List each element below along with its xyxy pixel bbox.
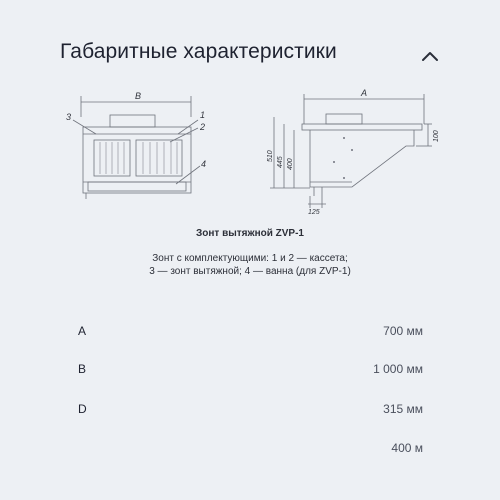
callout-3: 3: [66, 112, 72, 122]
dim-445-label: 445: [277, 156, 284, 168]
spec-key: A: [78, 324, 87, 338]
side-view: [270, 94, 432, 208]
dim-125-label: 125: [308, 209, 320, 216]
section-title: Габаритные характеристики: [60, 40, 337, 63]
spec-key: D: [78, 402, 87, 416]
callout-4: 4: [201, 159, 207, 169]
callout-1: 1: [200, 110, 206, 120]
spec-row-a: [78, 324, 423, 344]
spec-value: 315 мм: [383, 402, 423, 416]
technical-drawing: [58, 82, 443, 222]
callout-2: 2: [200, 122, 206, 132]
dim-a-label: A: [360, 88, 368, 98]
dim-b-label: B: [134, 91, 142, 101]
spec-value: 400 м: [391, 441, 423, 455]
dim-100-label: 100: [433, 130, 440, 142]
spec-row-d: [78, 402, 423, 422]
spec-key: B: [78, 362, 87, 376]
drawing-caption: Зонт вытяжной ZVP-1: [195, 228, 304, 239]
dim-510-label: 510: [267, 150, 274, 162]
spec-row-b: [78, 362, 423, 382]
drawing-note-line-1: Зонт с комплектующими: 1 и 2 — кассета;: [152, 253, 348, 264]
collapse-button[interactable]: [416, 44, 444, 70]
spec-value: 1 000 мм: [373, 362, 423, 376]
front-view: [73, 96, 200, 199]
drawing-note-line-2: 3 — зонт вытяжной; 4 — ванна (для ZVP-1): [149, 266, 351, 277]
dim-400-label: 400: [287, 158, 294, 170]
spec-value: 700 мм: [383, 324, 423, 338]
drawing-note: [0, 252, 500, 278]
chevron-up-icon: [416, 44, 444, 70]
spec-row-partial: [78, 441, 423, 461]
